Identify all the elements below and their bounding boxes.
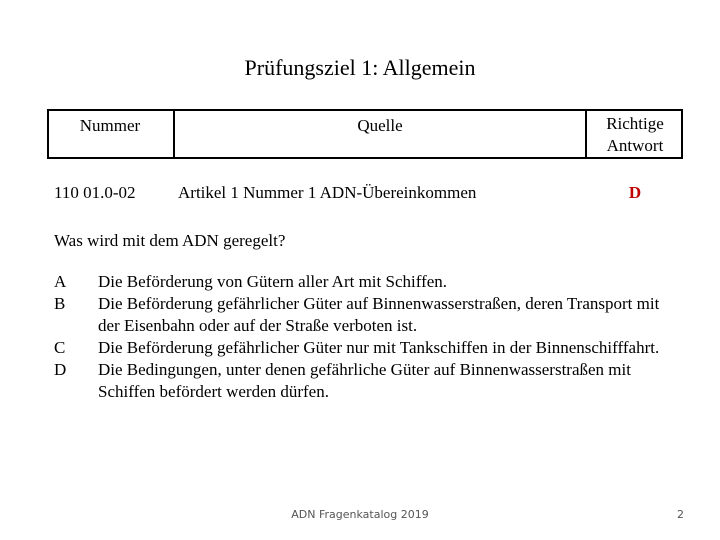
answer-text: Die Beförderung von Gütern aller Art mit Schiffen. xyxy=(98,272,448,291)
column-header-antwort xyxy=(587,113,683,157)
answer-text: Die Bedingungen, unter denen gefährliche Güter auf Binnenwasserstraßen mit Schiffen befördert werden dürfen. xyxy=(98,360,631,401)
question-source: Artikel 1 Nummer 1 ADN-Übereinkommen xyxy=(178,183,477,202)
column-header-antwort-line1: Richtige xyxy=(606,114,664,133)
column-header-antwort-line2: Antwort xyxy=(606,136,664,155)
answer-letter: A xyxy=(54,272,67,291)
answer-option-b xyxy=(54,293,678,337)
answer-list xyxy=(54,271,678,403)
answer-text: Die Beförderung gefährlicher Güter nur mit Tankschiffen in der Binnenschifffahrt. xyxy=(98,338,660,357)
answer-option-a xyxy=(54,271,678,293)
column-header-nummer: Nummer xyxy=(79,116,141,135)
footer-catalog: ADN Fragenkatalog 2019 xyxy=(291,508,429,521)
answer-option-c xyxy=(54,337,678,359)
answer-letter: B xyxy=(54,294,66,313)
question-text: Was wird mit dem ADN geregelt? xyxy=(54,231,286,250)
answer-letter: C xyxy=(54,338,66,357)
answer-option-d xyxy=(54,359,678,403)
answer-letter: D xyxy=(54,360,67,379)
page-number: 2 xyxy=(677,508,684,521)
correct-answer: D xyxy=(628,183,642,202)
page-title: Prüfungsziel 1: Allgemein xyxy=(244,55,476,80)
column-header-quelle: Quelle xyxy=(357,116,403,135)
answer-text: Die Beförderung gefährlicher Güter auf Binnenwasserstraßen, deren Transport mit der Eisenbahn oder auf der Straße verboten ist. xyxy=(98,294,660,335)
question-number: 110 01.0-02 xyxy=(54,183,136,202)
